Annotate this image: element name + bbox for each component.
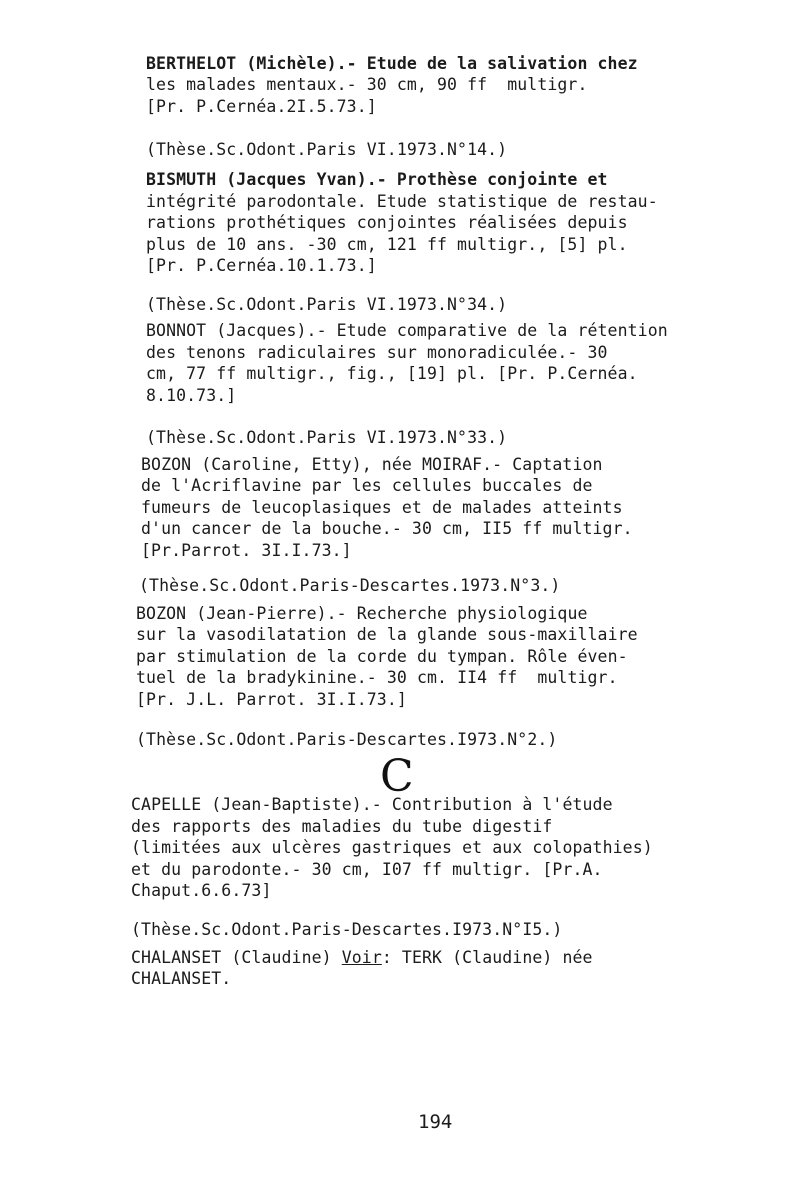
entry-berthelot-thesis: (Thèse.Sc.Odont.Paris VI.1973.N°14.) — [146, 140, 508, 159]
entry-capelle-line-3: (limitées aux ulcères gastriques et aux colopathies) — [131, 838, 653, 857]
entry-bozon-jean-pierre-line-4: tuel de la bradykinine.- 30 cm. II4 ff multigr. — [136, 668, 618, 687]
voir-label: Voir — [341, 948, 382, 967]
entry-bismuth-thesis: (Thèse.Sc.Odont.Paris VI.1973.N°34.) — [146, 295, 508, 314]
entry-capelle-line-4: et du parodonte.- 30 cm, I07 ff multigr. [Pr.A. — [131, 860, 603, 879]
entry-capelle-thesis: (Thèse.Sc.Odont.Paris-Descartes.I973.N°I5.) — [131, 920, 563, 939]
section-letter: C — [380, 751, 414, 802]
entry-berthelot-line-2: les malades mentaux.- 30 cm, 90 ff multigr. — [146, 75, 588, 94]
entry-bismuth-line-5: [Pr. P.Cernéa.10.1.73.] — [146, 256, 377, 275]
entry-bozon-caroline-thesis: (Thèse.Sc.Odont.Paris-Descartes.1973.N°3.) — [139, 576, 561, 595]
entry-bonnot-line-2: des tenons radiculaires sur monoradiculée.- 30 — [146, 343, 608, 362]
cross-reference-target: : TERK (Claudine) née — [381, 948, 593, 967]
entry-capelle-line-2: des rapports des maladies du tube digestif — [131, 817, 553, 836]
cross-reference-line-2: CHALANSET. — [131, 969, 232, 988]
entry-capelle-line-1: CAPELLE (Jean-Baptiste).- Contribution à l'étude — [131, 795, 613, 814]
entry-bozon-caroline-line-2: de l'Acriflavine par les cellules buccales de — [141, 476, 593, 495]
cross-reference-line-1 — [131, 948, 593, 968]
entry-bismuth-line-4: plus de 10 ans. -30 cm, 121 ff multigr., [5] pl. — [146, 235, 628, 254]
entry-bozon-caroline-line-1: BOZON (Caroline, Etty), née MOIRAF.- Captation — [141, 455, 603, 474]
entry-berthelot-line-1: BERTHELOT (Michèle).- Etude de la salivation chez — [146, 54, 638, 73]
entry-bozon-jean-pierre-line-1: BOZON (Jean-Pierre).- Recherche physiologique — [136, 604, 588, 623]
entry-berthelot-line-3: [Pr. P.Cernéa.2I.5.73.] — [146, 97, 377, 116]
entry-bozon-caroline-line-5: [Pr.Parrot. 3I.I.73.] — [141, 541, 352, 560]
entry-bonnot-thesis: (Thèse.Sc.Odont.Paris VI.1973.N°33.) — [146, 428, 508, 447]
entry-bozon-caroline-line-4: d'un cancer de la bouche.- 30 cm, II5 ff multigr. — [141, 519, 633, 538]
entry-bismuth-line-2: intégrité parodontale. Etude statistique de restau- — [146, 192, 658, 211]
entry-bozon-jean-pierre-line-2: sur la vasodilatation de la glande sous-maxillaire — [136, 625, 638, 644]
entry-bozon-jean-pierre-line-3: par stimulation de la corde du tympan. Rôle éven- — [136, 647, 628, 666]
entry-bismuth-line-3: rations prothétiques conjointes réalisées depuis — [146, 213, 628, 232]
entry-bozon-jean-pierre-thesis: (Thèse.Sc.Odont.Paris-Descartes.I973.N°2.) — [136, 730, 558, 749]
entry-bonnot-line-3: cm, 77 ff multigr., fig., [19] pl. [Pr. P.Cernéa. — [146, 364, 638, 383]
cross-reference-name: CHALANSET (Claudine) — [131, 948, 342, 967]
entry-bismuth-line-1: BISMUTH (Jacques Yvan).- Prothèse conjointe et — [146, 170, 608, 189]
entry-bozon-caroline-line-3: fumeurs de leucoplasiques et de malades atteints — [141, 498, 623, 517]
entry-bozon-jean-pierre-line-5: [Pr. J.L. Parrot. 3I.I.73.] — [136, 690, 407, 709]
entry-capelle-line-5: Chaput.6.6.73] — [131, 881, 272, 900]
page-number: 194 — [418, 1111, 453, 1133]
entry-bonnot-line-4: 8.10.73.] — [146, 386, 237, 405]
entry-bonnot-line-1: BONNOT (Jacques).- Etude comparative de la rétention — [146, 321, 668, 340]
